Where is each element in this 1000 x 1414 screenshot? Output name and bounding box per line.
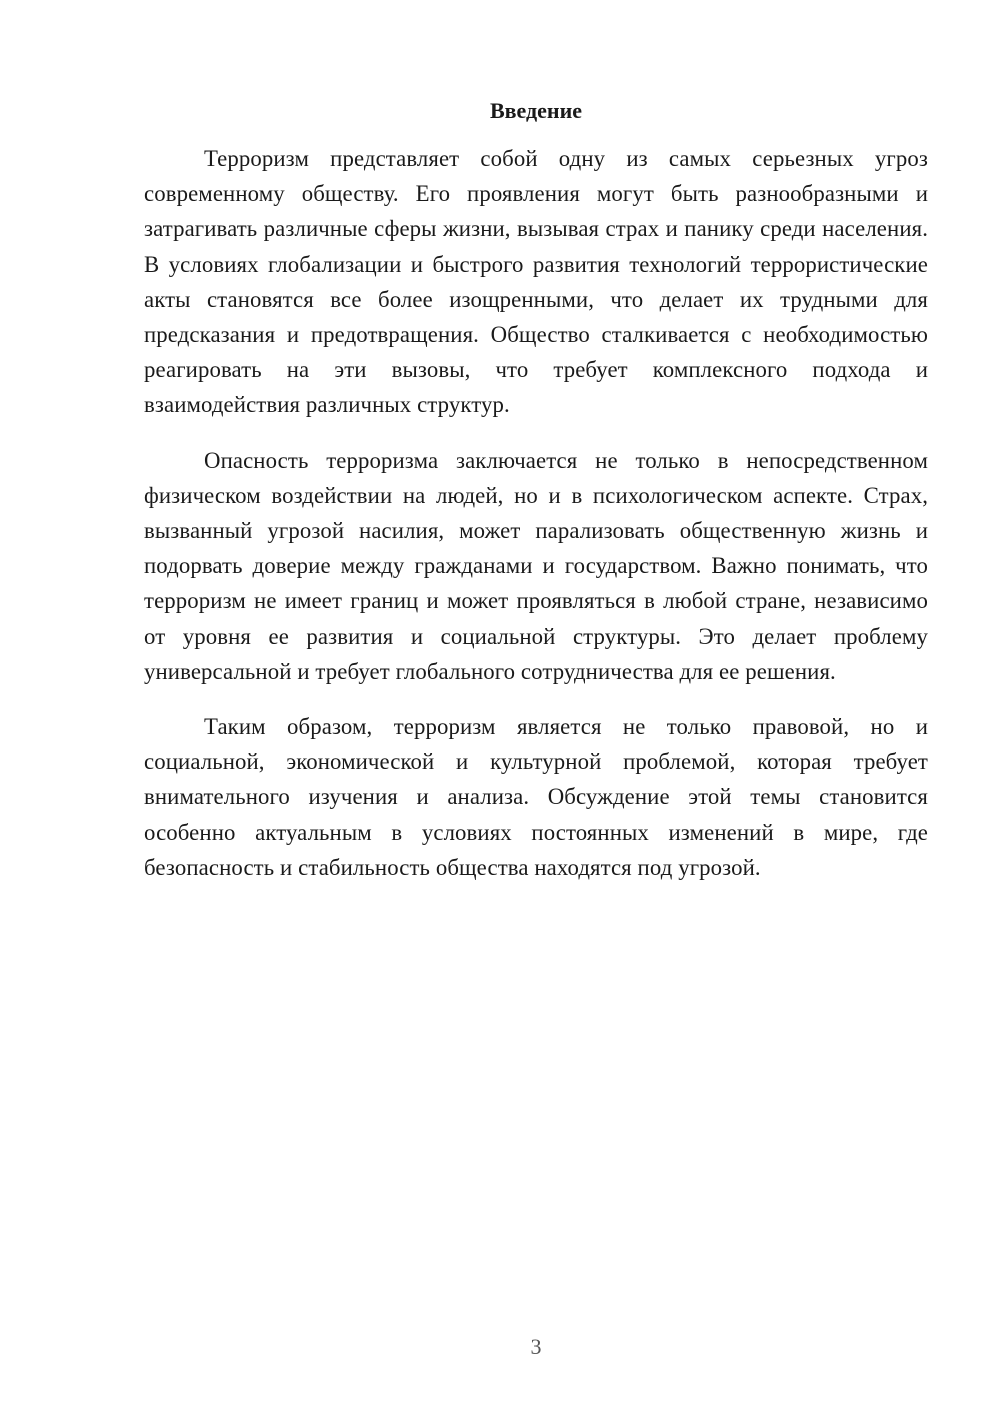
paragraph-1: Терроризм представляет собой одну из самых серьезных угроз современному обществу. Его проявления могут быть разнообразными и затрагивать различные сферы жизни, вызывая страх и панику среди населения. В условиях глобализации и быстрого развития технологий террористические акты становятся все более изощренными, что делает их трудными для предсказания и предотвращения. Общество сталкивается с необходимостью реагировать на эти вызовы, что требует комплексного подхода и взаимодействия различных структур. bbox=[144, 146, 928, 418]
paragraph-3: Таким образом, терроризм является не только правовой, но и социальной, экономической и культурной проблемой, которая требует внимательного изучения и анализа. Обсуждение этой темы становится особенно актуальным в условиях постоянных изменений в мире, где безопасность и стабильность общества находятся под угрозой. bbox=[144, 714, 928, 880]
page-number: 3 bbox=[530, 1334, 542, 1359]
body-text bbox=[144, 141, 928, 905]
section-title: Введение bbox=[489, 98, 583, 123]
paragraph-2: Опасность терроризма заключается не только в непосредственном физическом воздействии на людей, но и в психологическом аспекте. Страх, вызванный угрозой насилия, может парализовать общественную жизнь и подорвать доверие между гражданами и государством. Важно понимать, что терроризм не имеет границ и может проявляться в любой стране, независимо от уровня ее развития и социальной структуры. Это делает проблему универсальной и требует глобального сотрудничества для ее решения. bbox=[144, 447, 928, 684]
